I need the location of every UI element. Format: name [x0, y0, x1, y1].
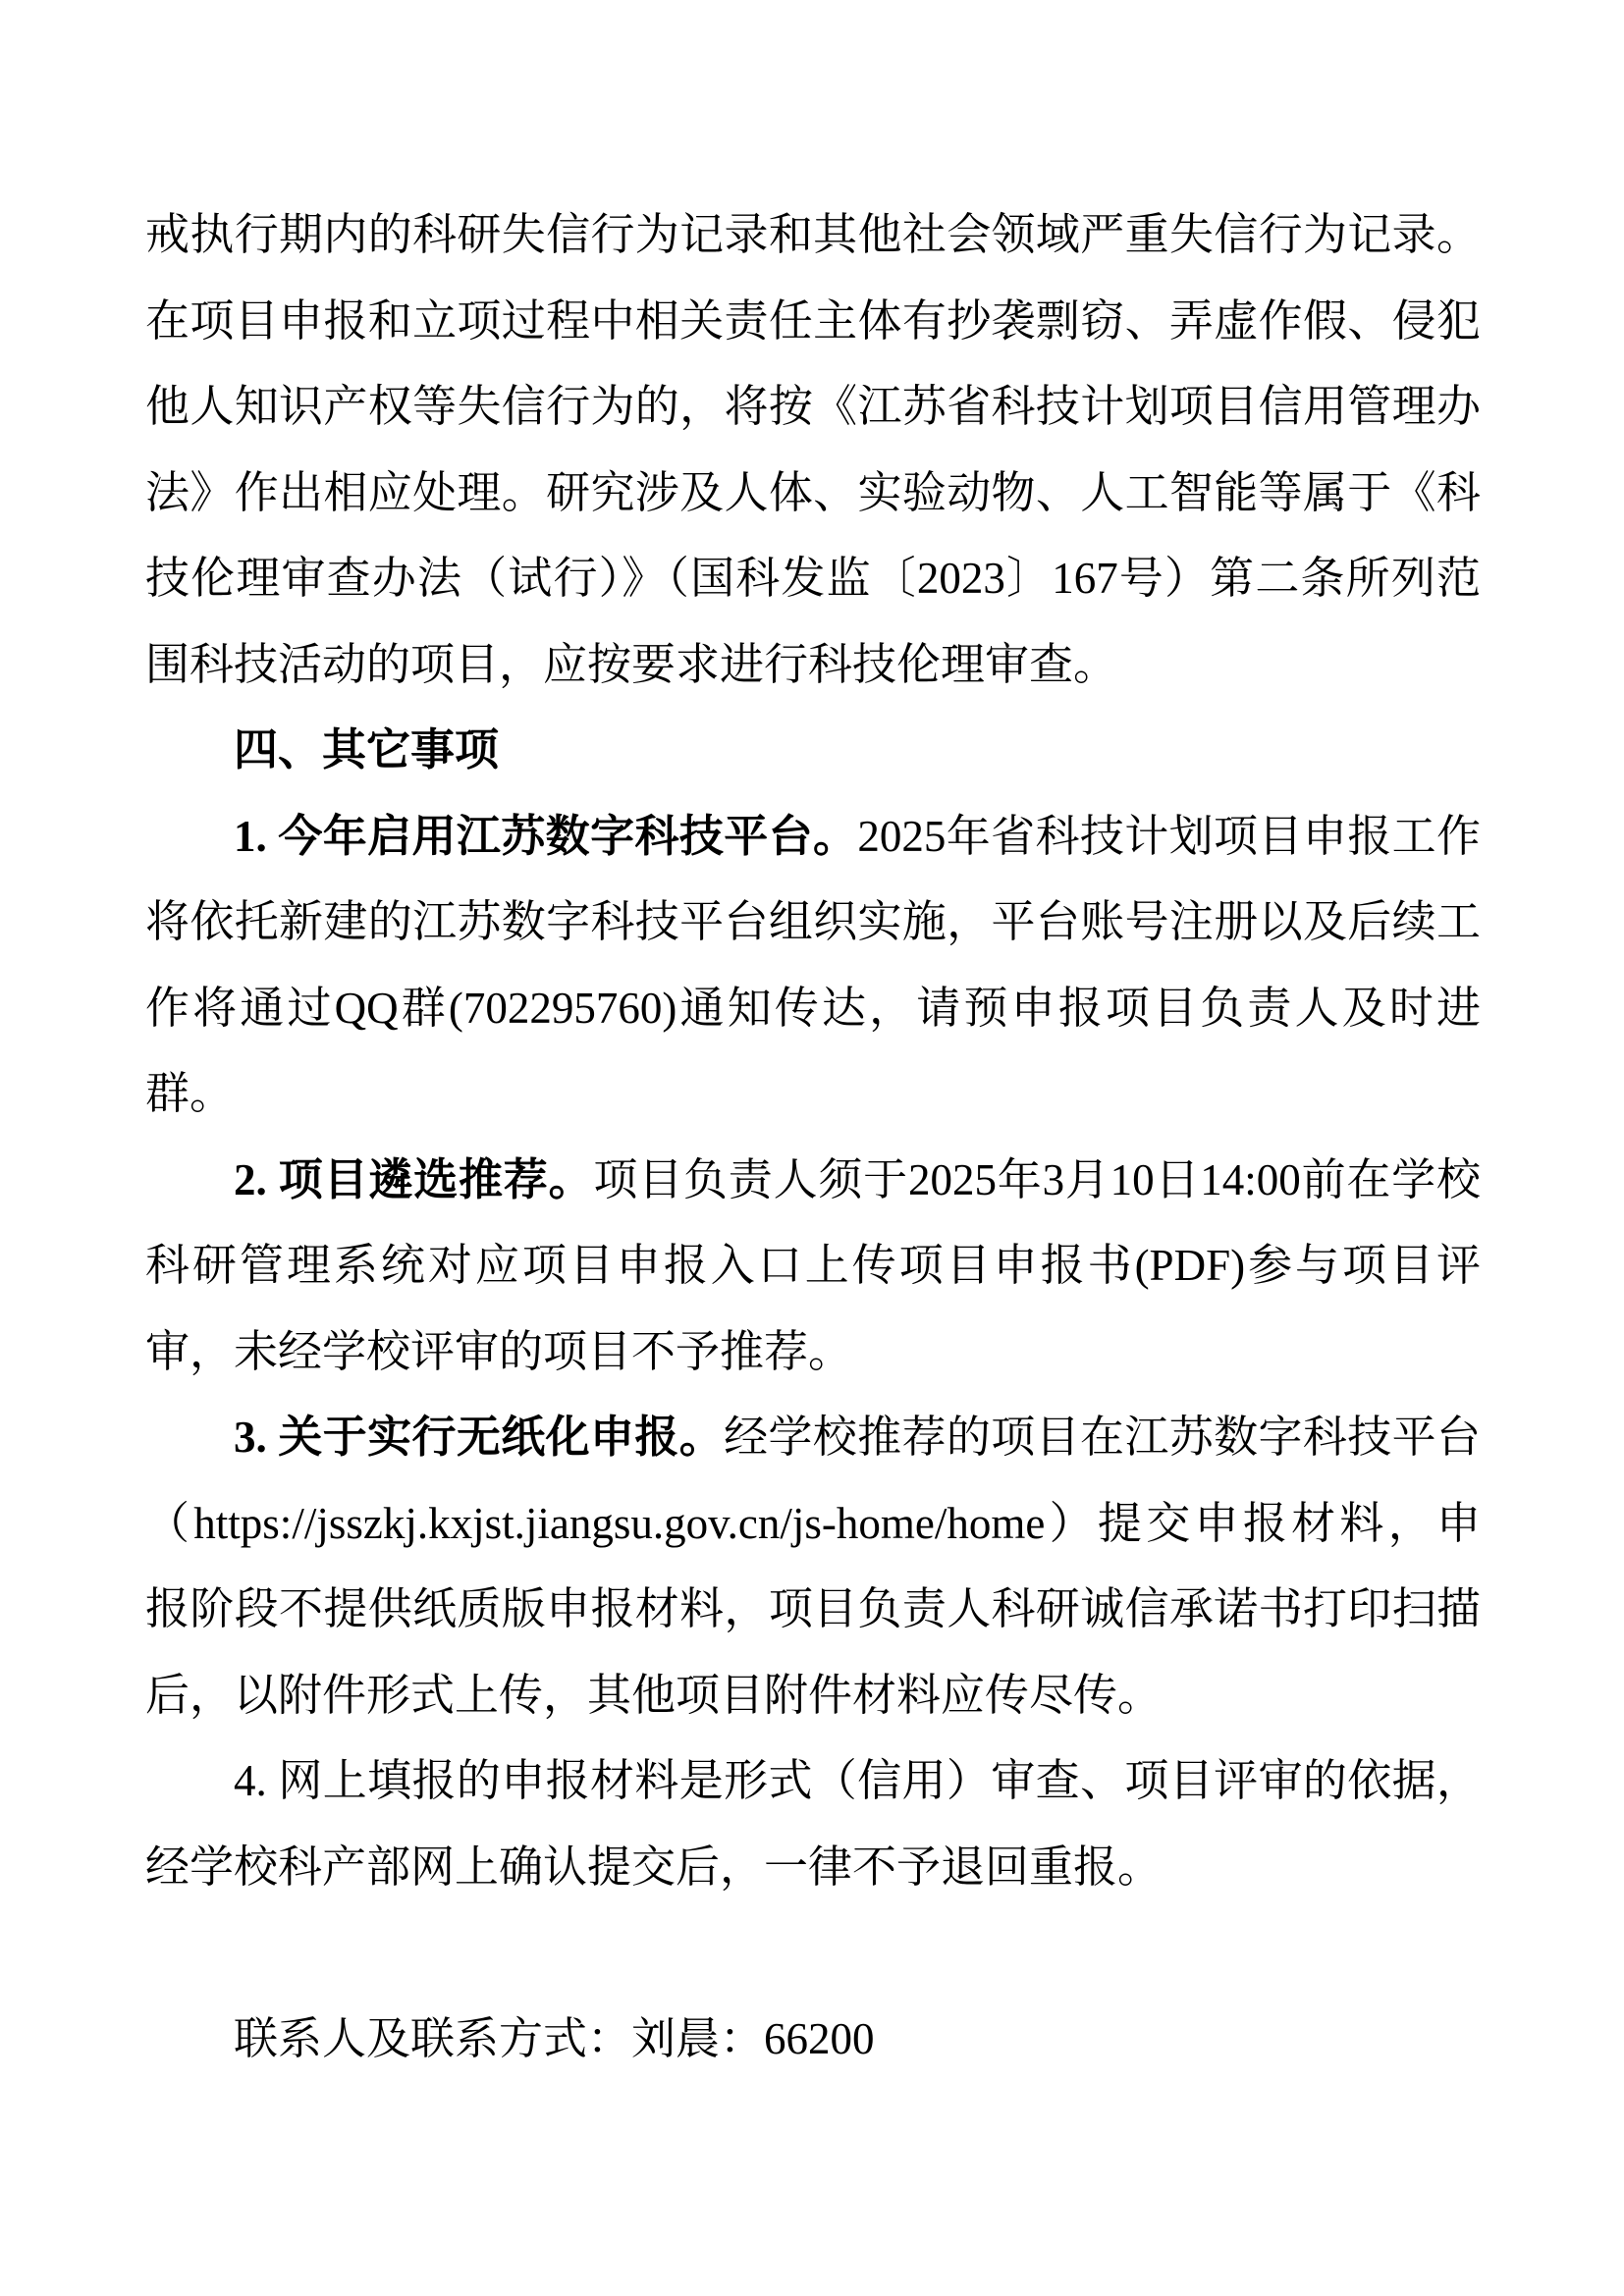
item-2-lead: 2. 项目遴选推荐。 — [234, 1154, 594, 1204]
contact-line: 联系人及联系方式：刘晨：66200 — [234, 2013, 875, 2063]
item-1-body: 2025年省科技计划项目申报工作将依托新建的江苏数字科技平台组织实施，平台账号注册以及后续工作将通过QQ群(702295760)通知传达，请预申报项目负责人及时进群。 — [145, 811, 1481, 1118]
item-1-digital-platform — [145, 794, 1481, 1138]
paragraph-credit-and-ethics: 戒执行期内的科研失信行为记录和其他社会领域严重失信行为记录。在项目申报和立项过程中相关责任主体有抄袭剽窃、弄虚作假、侵犯他人知识产权等失信行为的，将按《江苏省科技计划项目信用管理办法》作出相应处理。研究涉及人体、实验动物、人工智能等属于《科技伦理审查办法（试行）》（国科发监〔2023〕167号）第二条所列范围科技活动的项目，应按要求进行科技伦理审查。 — [145, 210, 1481, 689]
item-3-body: 经学校推荐的项目在江苏数字科技平台（https://jsszkj.kxjst.jiangsu.gov.cn/js-home/home）提交申报材料，申报阶段不提供纸质版申报材料，项目负责人科研诚信承诺书打印扫描后，以附件形式上传，其他项目附件材料应传尽传。 — [145, 1413, 1481, 1720]
item-3-lead: 3. 关于实行无纸化申报。 — [234, 1413, 725, 1462]
document-content — [145, 192, 1481, 2082]
item-4-online-materials — [145, 1738, 1481, 1910]
item-1-lead: 1. 今年启用江苏数字科技平台。 — [234, 811, 858, 861]
item-2-body: 项目负责人须于2025年3月10日14:00前在学校科研管理系统对应项目申报入口上传项目申报书(PDF)参与项目评审，未经学校评审的项目不予推荐。 — [145, 1154, 1481, 1376]
item-2-project-selection — [145, 1138, 1481, 1396]
item-3-paperless-application — [145, 1395, 1481, 1738]
item-4-body: 4. 网上填报的申报材料是形式（信用）审查、项目评审的依据，经学校科产部网上确认提交后，一律不予退回重报。 — [145, 1756, 1481, 1892]
section-heading-other-matters: 四、其它事项 — [234, 725, 500, 774]
